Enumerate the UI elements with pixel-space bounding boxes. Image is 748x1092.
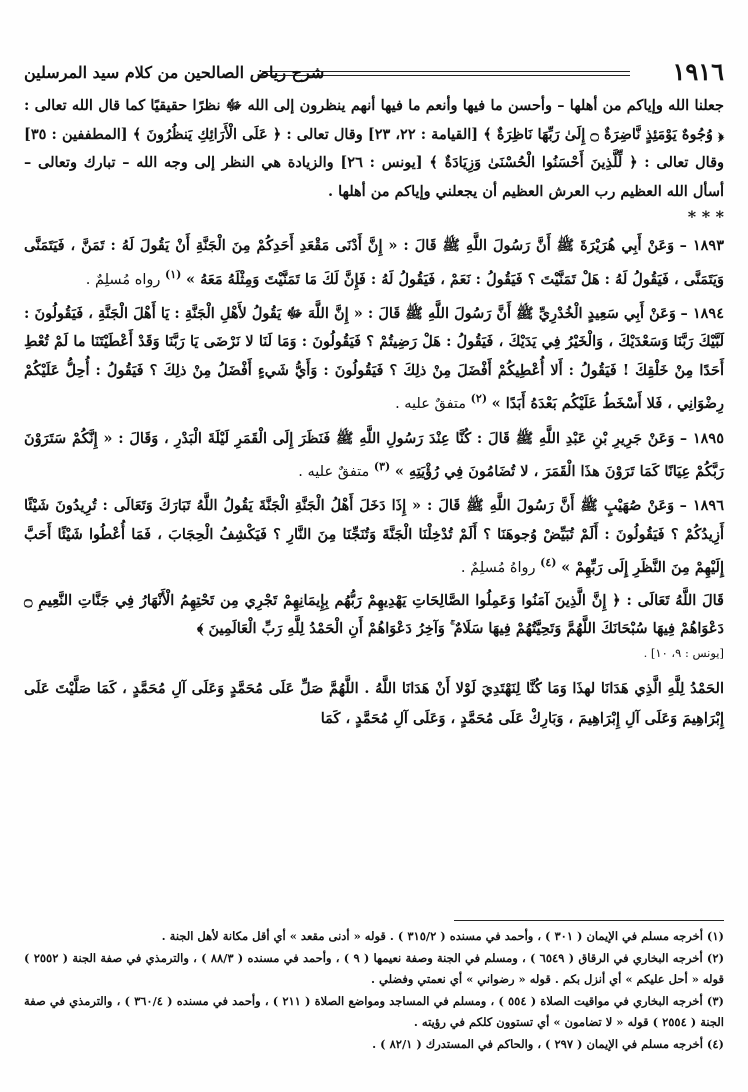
footnote-ref: (٣): [373, 460, 391, 474]
book-page: [24, 58, 724, 1083]
footnote-ref: (٤): [540, 556, 557, 570]
quran-reference: [يونس : ٩، ١٠] .: [643, 645, 724, 660]
running-title: شرح رياض الصالحين من كلام سيد المرسلين: [24, 63, 325, 82]
quran-paragraph: قَالَ اللَّهُ تَعَالَى : ﴿ إِنَّ الَّذِينَ آمَنُوا وَعَمِلُوا الصَّالِحَاتِ يَهْدِيهِمْ رَبُّهُم بِإِيمَانِهِمْ تَجْرِي مِن تَحْتِهِمُ الْأَنْهَارُ فِي جَنَّاتِ النَّعِيمِ ۝ دَعْوَاهُمْ فِيهَا سُبْحَانَكَ اللَّهُمَّ وَتَحِيَّتُهُمْ فِيهَا سَلَامٌ ۚ وَآخِرُ دَعْوَاهُمْ أَنِ الْحَمْدُ لِلَّهِ رَبِّ الْعَالَمِينَ ﴾: [24, 591, 724, 638]
footnote-ref: (١): [165, 267, 182, 281]
hadith-number: ١٨٩٣ –: [679, 237, 725, 254]
hadith-number: ١٨٩٤ –: [680, 304, 725, 322]
page-header: [24, 58, 724, 86]
hadith-1894: [24, 300, 724, 419]
footnote-1: (١) أخرجه مسلم في الإيمان ( ٣٠١ ) ، وأحمد في مسنده ( ٣١٥/٢ ) . قوله « أدنى مقعد » أي أقل مكانة لأهل الجنة .: [161, 929, 724, 943]
hadith-1893: [24, 232, 724, 294]
footnote-3: (٣) أخرجه البخاري في مواقيت الصلاة ( ٥٥٤ ) ، ومسلم في المساجد ومواضع الصلاة ( ٢١١ ) ، وأحمد في مسنده ( ٣٦٠/٤ ) ، والترمذي في صفة الجنة ( ٢٥٥٤ ) قوله « لا تضامون » أي تستوون كلكم في رؤيته .: [24, 993, 724, 1029]
hadith-number: ١٨٩٥ –: [679, 429, 725, 447]
page-number: ١٩١٦: [672, 57, 724, 86]
intro-paragraph: جعلنا الله وإياكم من أهلها – وأحسن ما فيها وأنعم ما فيها أنهم ينظرون إلى الله ﷻ نظرًا حقيقيًا كما قال الله تعالى : ﴿ وُجُوهٌ يَوْمَئِذٍ نَّاضِرَةٌ ۝ إِلَىٰ رَبِّهَا نَاظِرَةٌ ﴾ [القيامة : ٢٢، ٢٣] وقال تعالى : ﴿ عَلَى الْأَرَائِكِ يَنظُرُونَ ﴾ [المطففين : ٣٥] وقال تعالى : ﴿ لِّلَّذِينَ أَحْسَنُوا الْحُسْنَىٰ وَزِيَادَةٌ ﴾ [يونس : ٢٦] والزيادة هي النظر إلى وجه الله – تبارك وتعالى – أسأل الله العظيم رب العرش العظيم أن يجعلني وإياكم من أهلها .: [24, 97, 724, 200]
hadith-text: وَعَنْ جَرِيرِ بْنِ عَبْدِ اللَّهِ ﷺ قَالَ : كُنَّا عِنْدَ رَسُولِ اللَّهِ ﷺ فَنَظَرَ إِلَى الْقَمَرِ لَيْلَةَ الْبَدْرِ ، وَقَالَ : « إِنَّكُمْ سَتَرَوْنَ رَبَّكُمْ عِيَانًا كَمَا تَرَوْنَ هذَا الْقَمَرَ ، لا تُضَامُونَ فِي رُؤْيَتِهِ »: [24, 429, 724, 480]
main-text: [24, 92, 724, 734]
footnotes: [24, 926, 724, 1055]
hadith-text: وَعَنْ أَبِي سَعِيدٍ الْخُدْرِيِّ ﷺ أَنَّ رَسُولَ اللَّهِ ﷺ قَالَ : « إِنَّ اللَّهَ ﷻ يَقُولُ لأَهْلِ الْجَنَّةِ : يَا أَهْلَ الْجَنَّةِ ، فَيَقُولُونَ : لَبَّيْكَ رَبَّنَا وَسَعْدَيْكَ ، وَالْخَيْرُ فِي يَدَيْكَ ، فَيَقُولُ : هَلْ رَضِيتُمْ ؟ فَيَقُولُونَ : وَمَا لَنَا لا نَرْضَى يَا رَبَّنَا وَقَدْ أَعْطَيْتَنَا ما لَمْ تُعْطِ أَحَدًا مِنْ خَلْقِكَ ! فَيَقُولُ : أَلا أُعْطِيكُمْ أَفْضَلَ مِنْ ذلِكَ ؟ فَيَقُولُونَ : وَأَيُّ شَيءٍ أَفْضَلُ مِنْ ذلِكَ ؟ فَيَقُولُ : أُحِلُّ عَلَيْكُمْ رِضْوَانِي ، فَلا أَسْخَطُ عَلَيْكُم بَعْدَهُ أَبَدًا »: [24, 304, 724, 413]
hadith-1896: [24, 492, 724, 582]
hadith-text: وَعَنْ صُهَيْبٍ ﷺ أَنَّ رَسُولَ اللَّهِ ﷺ قَالَ : « إِذَا دَخَلَ أَهْلُ الْجَنَّةِ الْجَنَّةَ يَقُولُ اللَّهُ تَبَارَكَ وَتَعَالَى : تُرِيدُونَ شَيْئًا أَزِيدُكُمْ ؟ فَيَقُولُونَ : أَلَمْ تُبَيِّضْ وُجوهَنَا ؟ أَلَمْ تُدْخِلْنَا الْجَنَّةَ وَتُنَجِّنَا مِنَ النَّارِ ؟ فَيَكْشِفُ الْحِجَابَ ، فَمَا أُعْطُوا شَيْئًا أَحَبَّ إِلَيْهِمْ مِنَ النَّظَرِ إِلَى رَبِّهِمْ »: [24, 497, 724, 577]
hadith-source: رواه مُسلِمٌ .: [85, 271, 161, 288]
section-separator: * * *: [687, 207, 724, 226]
hadith-1895: [24, 425, 724, 487]
hadith-source: رواهُ مُسلِمٌ .: [460, 560, 536, 577]
hadith-number: ١٨٩٦ –: [679, 497, 724, 515]
footnote-ref: (٢): [470, 392, 488, 406]
footnote-4: (٤) أخرجه مسلم في الإيمان ( ٢٩٧ ) ، والحاكم في المستدرك ( ٨٢/١ ) .: [372, 1036, 724, 1051]
footnote-rule: [454, 920, 724, 921]
hadith-text: وَعَنْ أَبِي هُرَيْرَةَ ﷺ أَنَّ رَسُولَ اللَّهِ ﷺ قَالَ : « إِنَّ أَدْنَى مَقْعَدِ أَحَدِكُمْ مِنَ الْجَنَّةِ أَنْ يَقُولَ لَهُ : تَمَنَّ ، فَيَتَمَنَّى وَيَتَمَنَّى ، فَيَقُولُ لَهُ : هَلْ تَمَنَّيْتَ ؟ فَيَقُولُ : نَعَمْ ، فَيَقُولُ لَهُ : فَإِنَّ لَكَ مَا تَمَنَّيْتَ وَمِثْلَهُ مَعَهُ »: [24, 237, 724, 288]
hadith-source: متفقٌ عليه .: [395, 396, 467, 413]
footnote-2: (٢) أخرجه البخاري في الرقاق ( ٦٥٤٩ ) ، ومسلم في الجنة وصفة نعيمها ( ٩ ) ، وأحمد في مسنده ( ٨٨/٣ ) ، والترمذي في صفة الجنة ( ٢٥٥٢ ) قوله « أحل عليكم » أي أنزل بكم . قوله « رضواني » أي نعمتي وفضلي .: [24, 950, 725, 986]
hadith-source: متفقٌ عليه .: [298, 463, 370, 480]
closing-supplication: الحَمْدُ لِلَّهِ الَّذِي هَدَانَا لهذَا وَمَا كُنَّا لِنَهْتَدِيَ لَوْلا أَنْ هَدَانَا اللَّهُ . اللَّهُمَّ صَلِّ عَلَى مُحَمَّدٍ وَعَلَى آلِ مُحَمَّدٍ ، كَمَا صَلَّيْتَ عَلَى إِبْرَاهِيمَ وَعَلَى آلِ إِبْرَاهِيمَ ، وَبَارِكْ عَلَى مُحَمَّدٍ ، وَعَلَى آلِ مُحَمَّدٍ ، كَمَا: [24, 679, 724, 727]
